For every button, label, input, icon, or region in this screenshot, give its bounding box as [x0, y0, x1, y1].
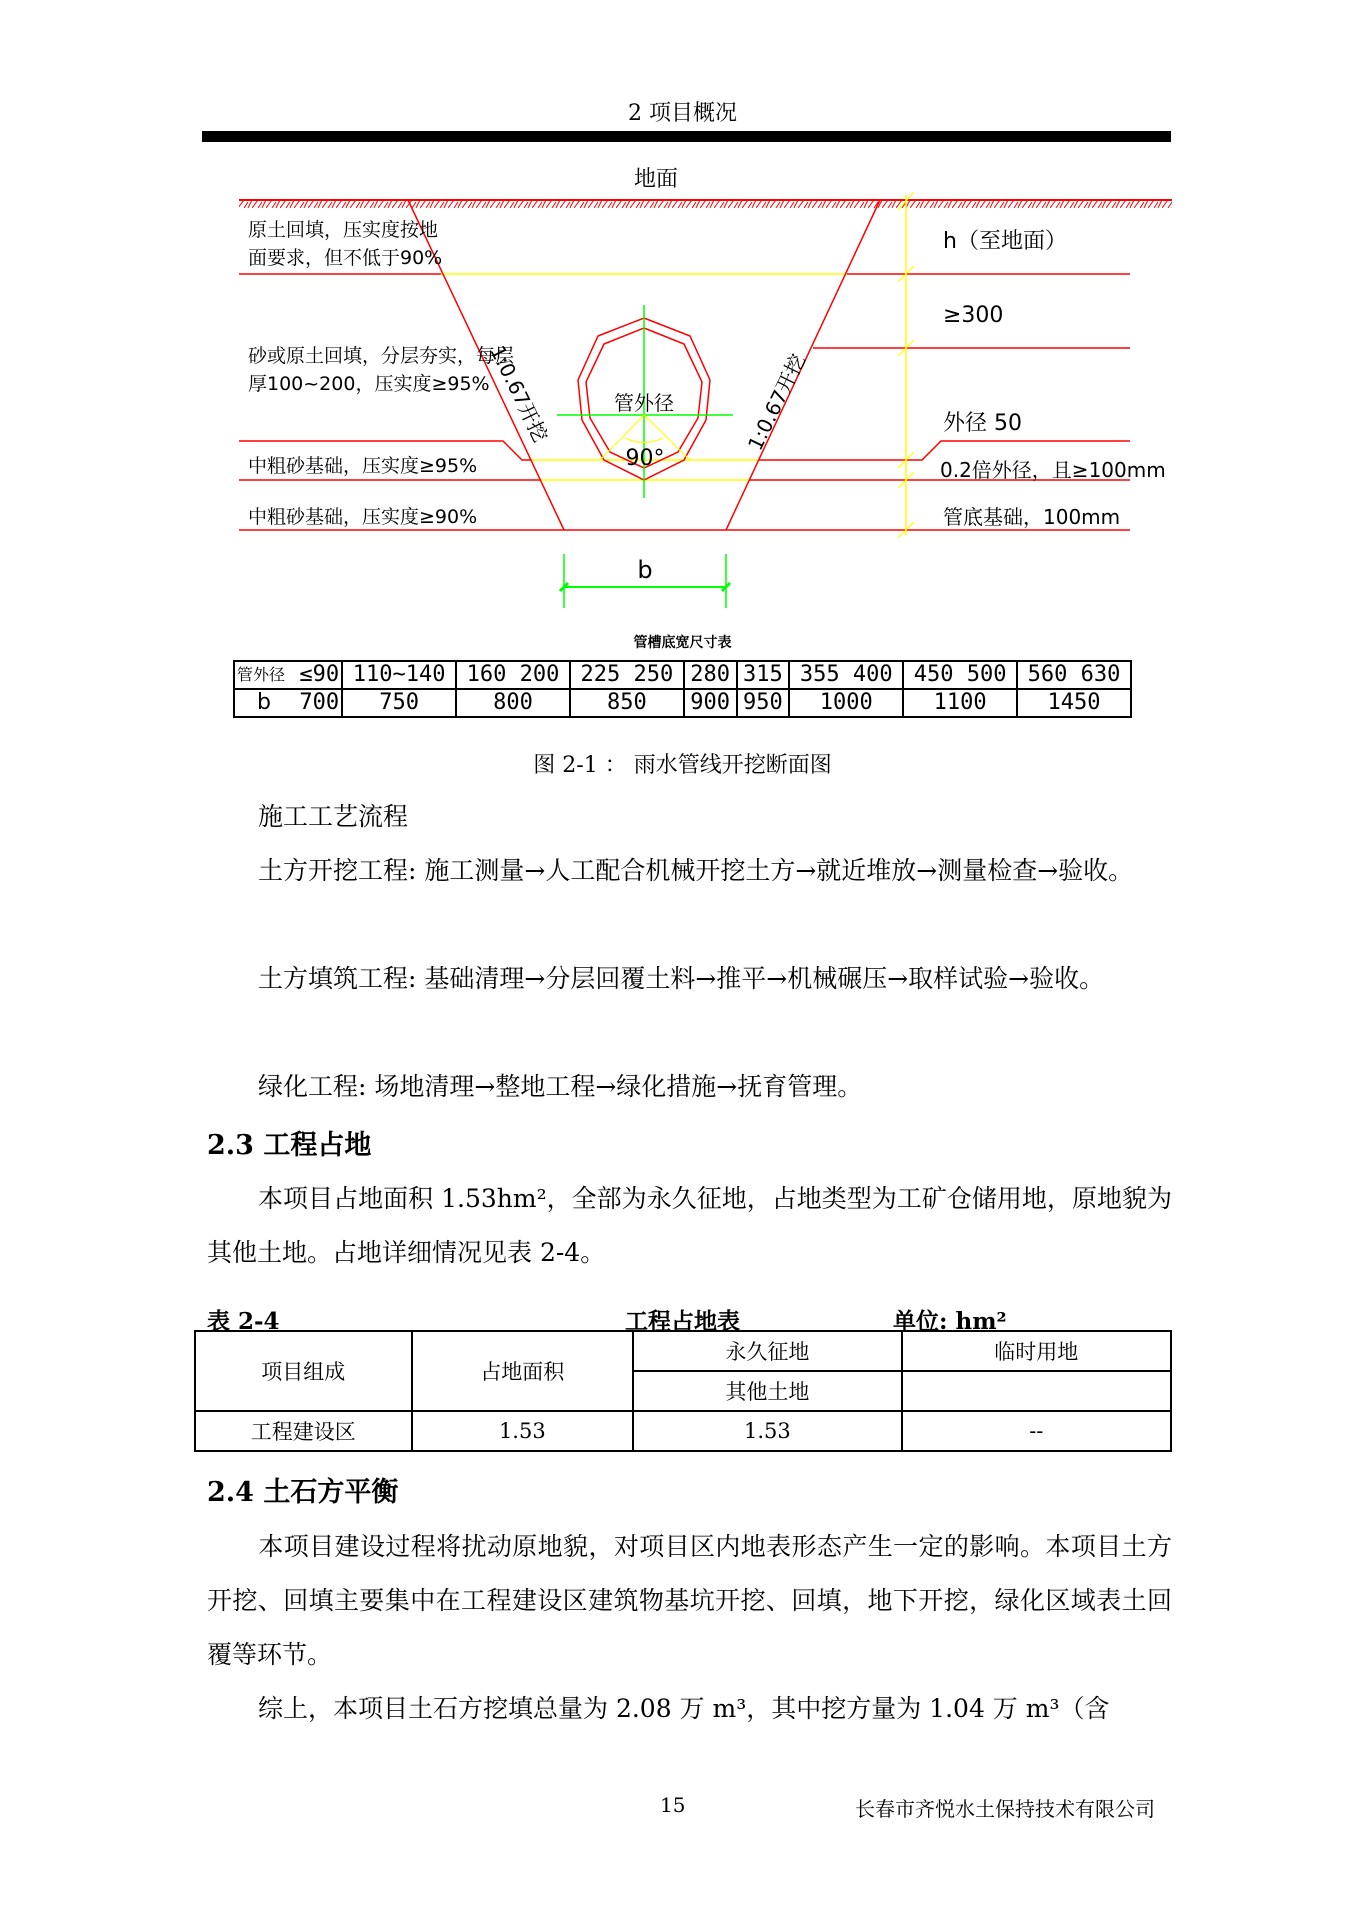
- pipe-label: 管外径: [614, 391, 674, 415]
- table-cell: 225 250: [570, 661, 684, 689]
- row-label: b: [257, 690, 271, 715]
- table-cell: 800: [456, 689, 570, 717]
- running-header: 2 项目概况: [628, 101, 737, 126]
- table-row: [234, 661, 1131, 689]
- section-2-4-paragraph-2: 综上，本项目土石方挖填总量为 2.08 万 m³，其中挖方量为 1.04 万 m³（含: [258, 1694, 1110, 1723]
- cell-component: 工程建设区: [195, 1411, 412, 1451]
- section-2-3-paragraph: 本项目占地面积 1.53hm²，全部为永久征地，占地类型为工矿仓储用地，原地貌为其他土地。占地详细情况见表 2-4。: [207, 1184, 1172, 1267]
- label-h-to-ground: h（至地面）: [943, 229, 1067, 254]
- dim-table-title: 管槽底宽尺寸表: [633, 635, 732, 651]
- table-row: [234, 689, 1131, 717]
- trench-section-diagram: [0, 150, 1365, 610]
- section-heading-2-3: 2.3 工程占地: [207, 1130, 372, 1161]
- table-number: 表 2-4: [207, 1308, 280, 1335]
- label-02-outer: 0.2倍外径，且≥100mm: [940, 458, 1166, 482]
- land-occupation-table: [194, 1330, 1172, 1452]
- table-cell: 950: [737, 689, 790, 717]
- table-cell: 1450: [1017, 689, 1131, 717]
- angle-label: 90°: [625, 446, 665, 471]
- header-temporary: 临时用地: [902, 1331, 1171, 1371]
- table-cell: 750: [342, 689, 456, 717]
- width-label: b: [637, 556, 653, 584]
- label-pipe-base: 管底基础，100mm: [943, 505, 1121, 529]
- section-2-4-paragraph-1: 本项目建设过程将扰动原地貌，对项目区内地表形态产生一定的影响。本项目土方开挖、回填主要集中在工程建设区建筑物基坑开挖、回填，地下开挖，绿化区域表土回覆等环节。: [207, 1532, 1172, 1669]
- row-label: 管外径: [237, 665, 286, 684]
- header-permanent: 永久征地: [633, 1331, 901, 1371]
- table-cell: 160 200: [456, 661, 570, 689]
- trench-width-table: [233, 660, 1132, 718]
- footer-company: 长春市齐悦水土保持技术有限公司: [855, 1797, 1155, 1821]
- process-line-greening: 绿化工程: 场地清理→整地工程→绿化措施→抚育管理。: [258, 1072, 863, 1101]
- label-min-300: ≥300: [943, 303, 1004, 328]
- section-heading-2-4: 2.4 土石方平衡: [207, 1477, 399, 1508]
- table-cell: 1100: [903, 689, 1017, 717]
- header-component: 项目组成: [195, 1331, 412, 1411]
- ground-label: 地面: [633, 167, 679, 192]
- table-cell: 355 400: [789, 661, 903, 689]
- table-cell: 315: [737, 661, 790, 689]
- cell-temporary: --: [902, 1411, 1171, 1451]
- table-cell: 280: [684, 661, 737, 689]
- left-slope-label: 1:0.67开挖: [485, 341, 553, 446]
- label-backfill-2b: 厚100~200，压实度≥95%: [248, 373, 490, 395]
- ground-hatch: [239, 201, 1172, 208]
- process-line-filling: 土方填筑工程: 基础清理→分层回覆土料→推平→机械碾压→取样试验→验收。: [258, 964, 1105, 993]
- table-row: [195, 1411, 1171, 1451]
- table-cell: 850: [570, 689, 684, 717]
- process-line-excavation: 土方开挖工程: 施工测量→人工配合机械开挖土方→就近堆放→测量检查→验收。: [258, 856, 1134, 885]
- table-cell: 900: [684, 689, 737, 717]
- table-cell: 110~140: [342, 661, 456, 689]
- table-cell: b 700: [234, 689, 342, 717]
- table-title: 工程占地表: [625, 1308, 740, 1335]
- header-area: 占地面积: [412, 1331, 634, 1411]
- figure-caption: 图 2-1 ： 雨水管线开挖断面图: [533, 753, 832, 778]
- right-slope-label: 1:0.67开挖: [742, 350, 811, 455]
- label-outer-50: 外径 50: [943, 411, 1022, 436]
- table-cell: 450 500: [903, 661, 1017, 689]
- header-permanent-sub: 其他土地: [633, 1371, 901, 1411]
- label-sand-90: 中粗砂基础，压实度≥90%: [248, 506, 478, 528]
- header-empty: [902, 1371, 1171, 1411]
- table-cell: 管外径 ≤90: [234, 661, 342, 689]
- page-number: 15: [660, 1793, 686, 1817]
- label-backfill-1b: 面要求，但不低于90%: [248, 247, 443, 269]
- label-backfill-2a: 砂或原土回填，分层夯实，每层: [248, 345, 515, 367]
- table-unit: 单位: hm²: [893, 1308, 1007, 1335]
- header-rule: [202, 131, 1171, 142]
- cell-permanent: 1.53: [633, 1411, 901, 1451]
- cell-area: 1.53: [412, 1411, 634, 1451]
- table-header-row: [195, 1331, 1171, 1371]
- table-cell: 560 630: [1017, 661, 1131, 689]
- label-backfill-1a: 原土回填，压实度按地: [248, 219, 439, 241]
- label-sand-95: 中粗砂基础，压实度≥95%: [248, 455, 478, 477]
- table-cell: 1000: [789, 689, 903, 717]
- process-heading: 施工工艺流程: [258, 802, 409, 831]
